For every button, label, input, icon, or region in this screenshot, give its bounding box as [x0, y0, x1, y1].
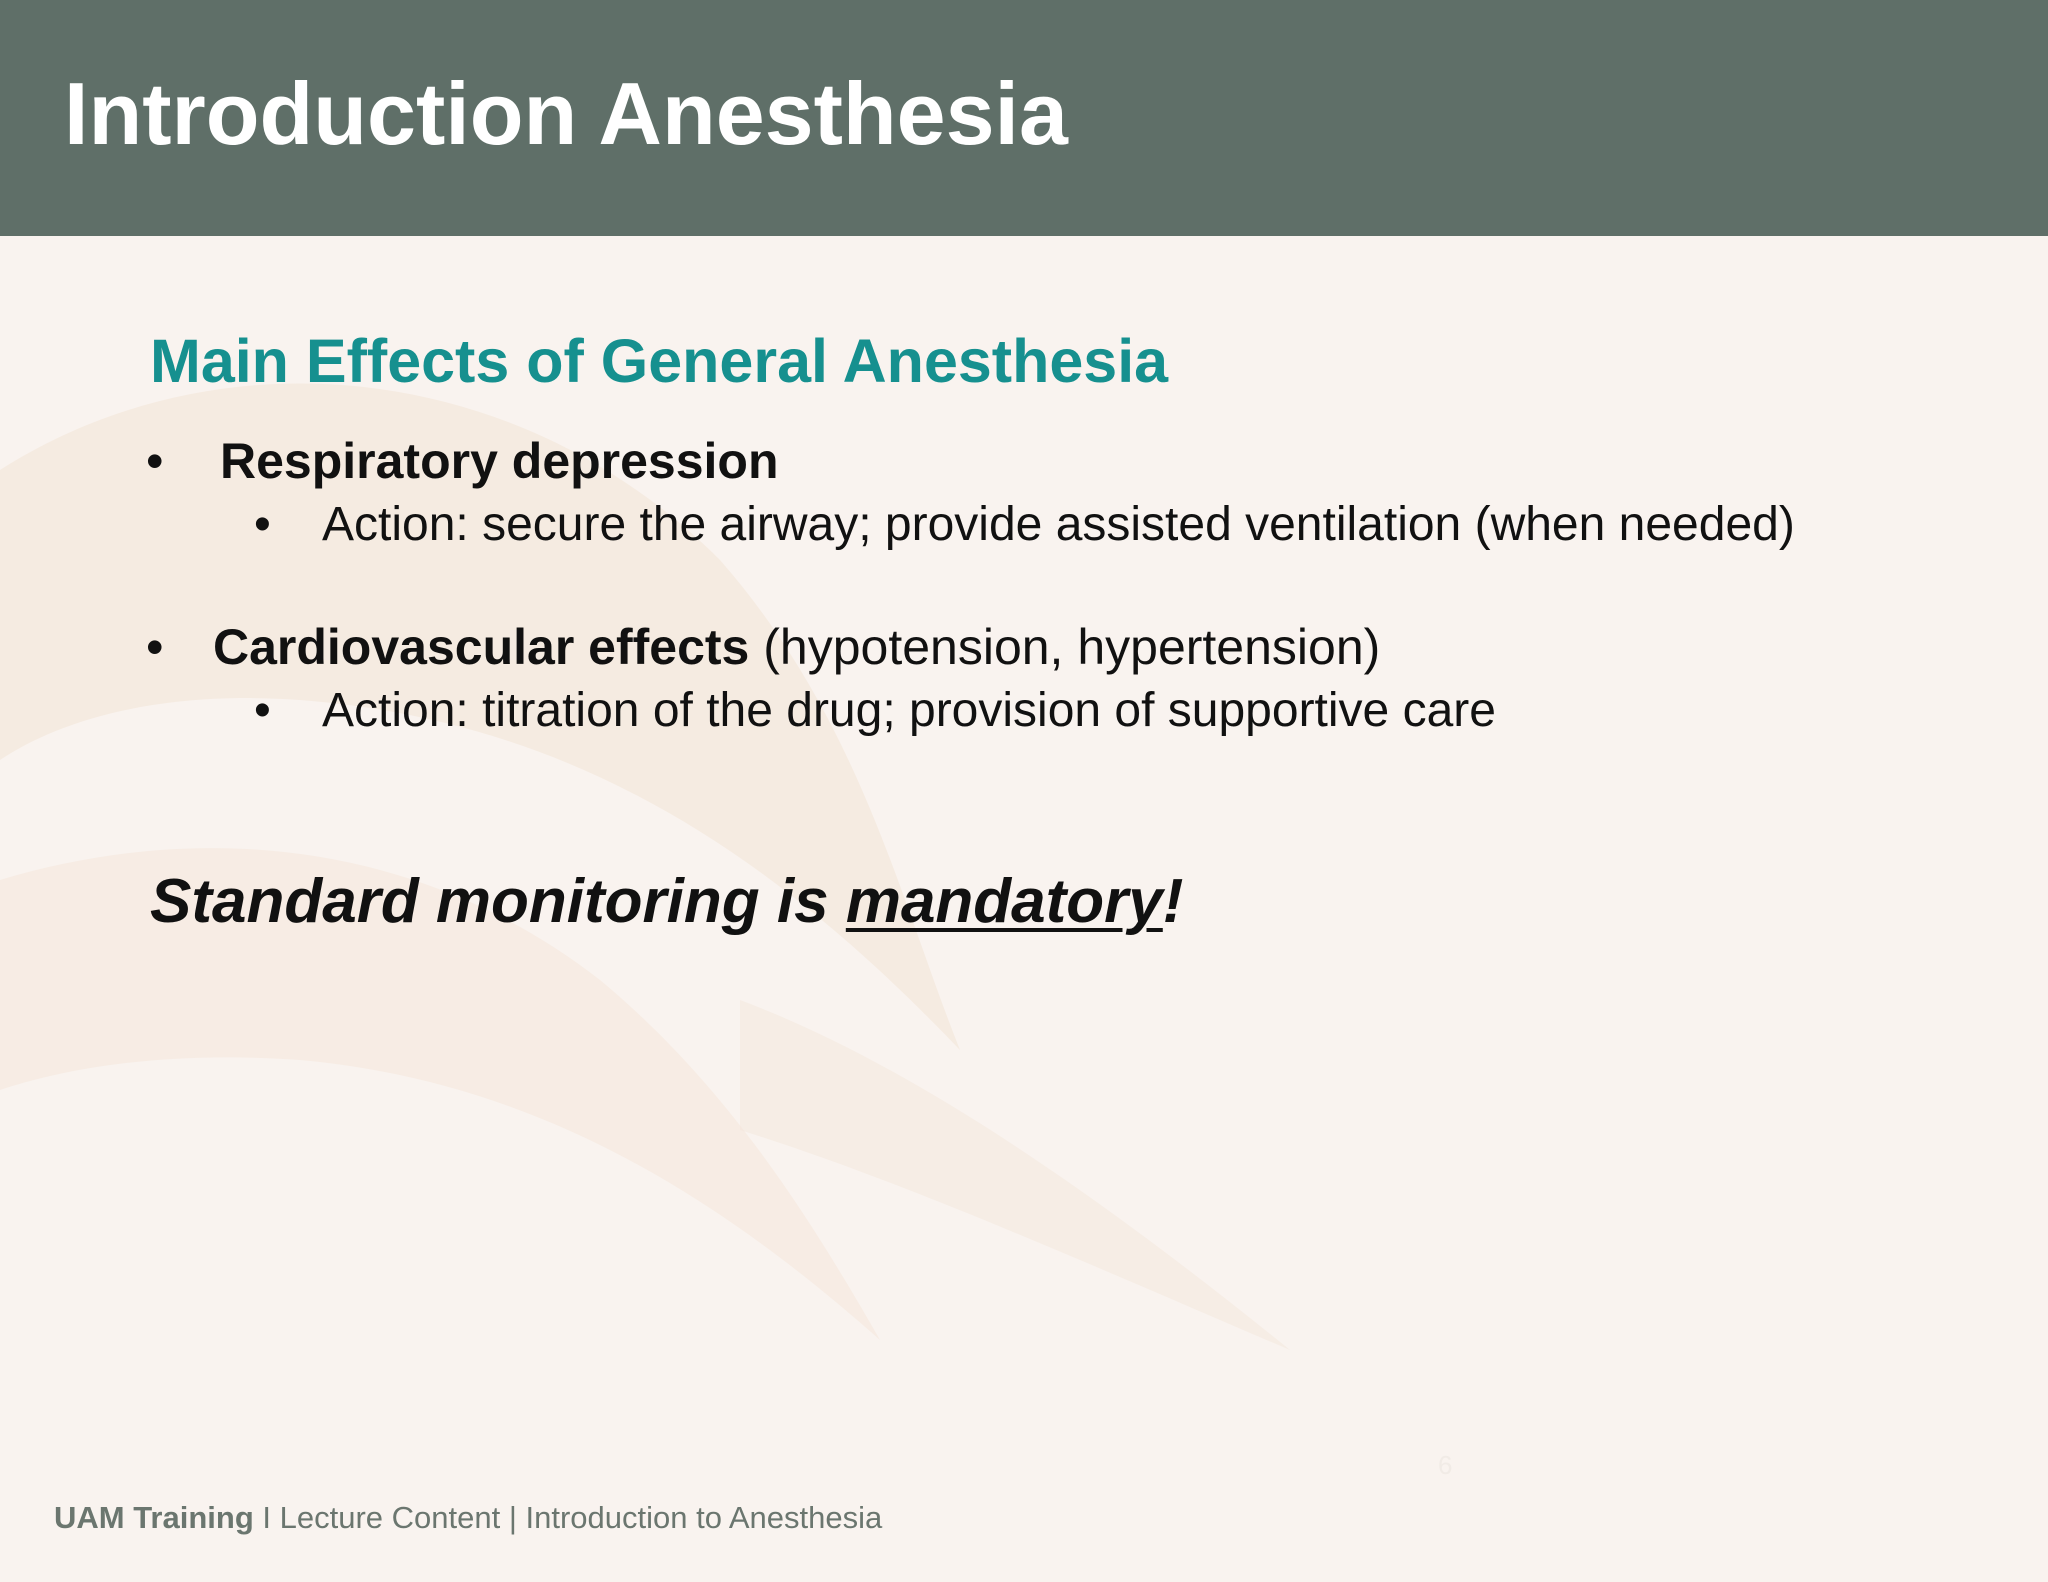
bullet-heading-detail: (hypotension, hypertension) [749, 619, 1381, 675]
bullet-heading: Cardiovascular effects [213, 619, 750, 675]
footer-text: Lecture Content | Introduction to Anesthesia [279, 1500, 883, 1535]
footer-separator: I [253, 1500, 280, 1535]
page-number: 6 [1438, 1450, 1453, 1480]
footer-brand: UAM Training [54, 1500, 254, 1535]
emphasis-word: mandatory [845, 867, 1163, 936]
section-heading: Main Effects of General Anesthesia [150, 327, 1169, 395]
footer [54, 1500, 882, 1536]
bullet-icon: • [254, 684, 271, 737]
action-text: Action: titration of the drug; provision of supportive care [322, 684, 1496, 737]
slide-title: Introduction Anesthesia [64, 64, 1068, 163]
bullet-icon: • [146, 433, 164, 489]
bullet-heading: Respiratory depression [220, 433, 779, 489]
bullet-icon: • [146, 619, 164, 675]
action-text: Action: secure the airway; provide assisted ventilation (when needed) [322, 498, 1795, 551]
bullet-icon: • [254, 498, 271, 551]
monitoring-callout: Standard monitoring is mandatory! [150, 867, 1184, 936]
